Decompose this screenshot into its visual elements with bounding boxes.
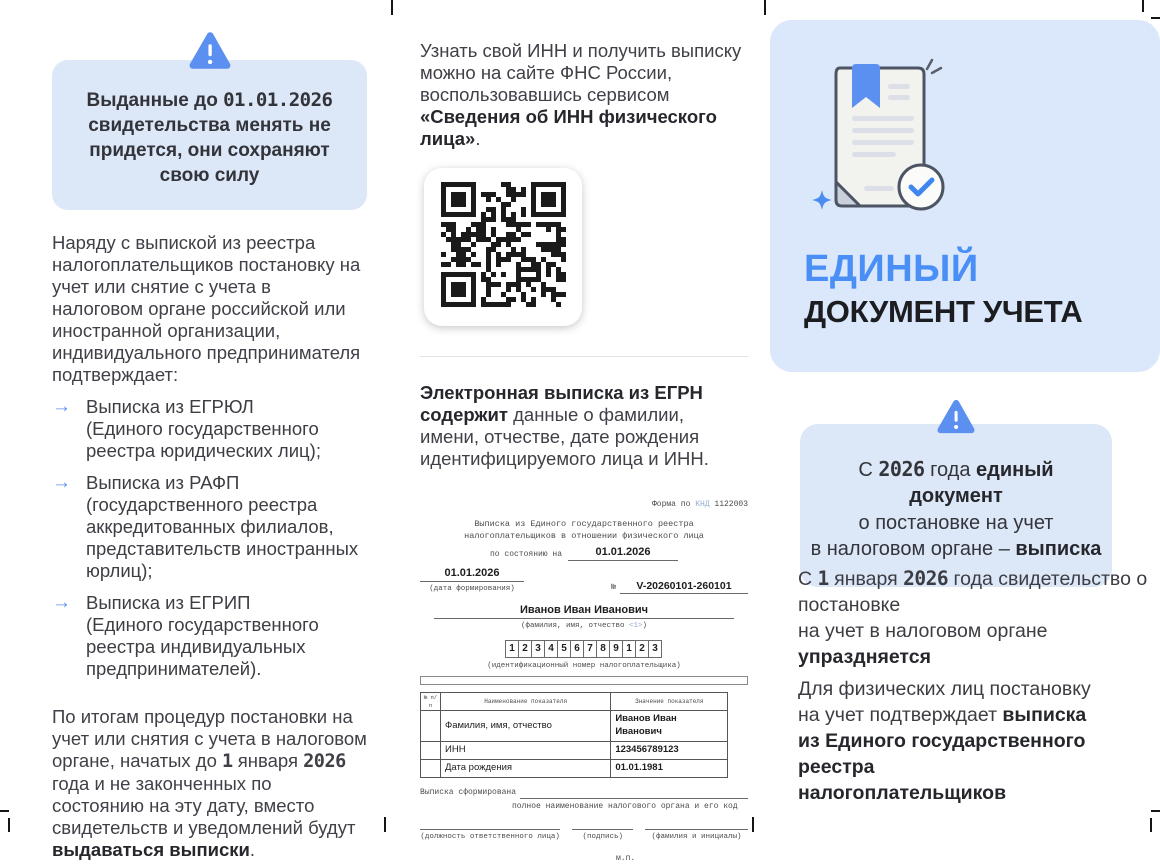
- indicator-name-cell: Дата рождения: [441, 759, 611, 777]
- section-divider: [420, 356, 748, 357]
- warning-triangle-icon: [187, 30, 233, 72]
- outro-text: года и не законченных по состоянию на эту дату, вместо свидетельств и уведомлений будут: [52, 773, 356, 839]
- qr-code: [424, 168, 582, 326]
- list-item: [52, 472, 367, 582]
- warning-date: 01.01.2026: [223, 89, 333, 111]
- inn-digit-cell: 7: [583, 640, 597, 658]
- fold-mark: [764, 0, 766, 15]
- corner-mark: [1151, 17, 1160, 19]
- asof-label: по состоянию на: [489, 550, 562, 560]
- name-caption-text: ): [642, 622, 648, 631]
- warning-bold-text: выписка: [1015, 538, 1102, 561]
- form-empty-strip: [420, 676, 748, 685]
- left-warning-box: [52, 60, 367, 210]
- left-intro-paragraph: Наряду с выпиской из реестра налогоплательщиков постановку на учет или снятие с учета в налоговом органе российской или иностранной организации, индивидуального предпринимателя подтверждает:: [52, 232, 361, 386]
- formed-caption: полное наименование налогового органа и его код: [512, 801, 738, 811]
- form-table-header-row: [421, 693, 728, 711]
- extract-form-sample: [420, 500, 748, 865]
- name-value: Иванов Иван Иванович: [434, 603, 734, 619]
- service-name: «Сведения об ИНН физического лица»: [420, 106, 717, 149]
- sign-caption-signature: (подпись): [572, 829, 633, 842]
- paragraph-text: января: [828, 568, 904, 590]
- sign-caption-name: (фамилия и инициалы): [645, 829, 748, 842]
- indicator-value-cell: Иванов Иван Иванович: [611, 711, 728, 742]
- cover-panel: [770, 20, 1160, 372]
- arrow-icon: →: [52, 396, 71, 418]
- qr-pattern: [441, 182, 566, 312]
- inn-digit-cell: 1: [622, 640, 636, 658]
- outro-text: По итогам процедур постановки на учет или снятия с учета в налоговом органе, начатых до: [52, 706, 367, 772]
- list-item-title: Выписка из ЕГРИП: [86, 592, 251, 614]
- outro-text: января: [232, 750, 304, 772]
- number-value: V-20260101-260101: [620, 579, 748, 594]
- column-header: Наименование показателя: [441, 693, 611, 711]
- warning-line: [810, 510, 1102, 536]
- date-caption: (дата формирования): [429, 585, 515, 594]
- indicator-value-cell: 01.01.1981: [611, 759, 728, 777]
- form-title: [420, 518, 748, 543]
- asof-value: 01.01.2026: [568, 545, 678, 561]
- fold-mark: [752, 817, 754, 832]
- paragraph-number: 2026: [903, 567, 949, 590]
- egrn-bold-text: Электронная выписка из ЕГРН содержит: [420, 382, 703, 425]
- form-title-line2: налогоплательщиков в отношении физического лица: [464, 531, 704, 542]
- inn-digit-cell: 4: [544, 640, 558, 658]
- warning-triangle-icon: [935, 398, 977, 436]
- corner-mark: [8, 818, 10, 832]
- warning-text: о постановке на учет: [858, 511, 1054, 534]
- right-paragraph-individuals: [798, 676, 1154, 806]
- warning-text: в налоговом органе –: [810, 538, 1016, 561]
- column-header: Значение показателя: [611, 693, 728, 711]
- paragraph-number: 1: [817, 567, 829, 590]
- right-warning-box: [800, 424, 1112, 587]
- paragraph-text: на учет подтверждает: [798, 704, 1003, 726]
- column-header: № п/п: [421, 693, 441, 711]
- outro-bold-text: выдаваться выписки: [52, 839, 250, 861]
- warning-number: 2026: [878, 457, 925, 481]
- right-paragraph-abolished: [798, 566, 1154, 670]
- inn-digit-cell: 9: [609, 640, 623, 658]
- corner-mark: [1151, 810, 1160, 812]
- form-asof: [420, 545, 748, 561]
- number-label: №: [611, 583, 616, 593]
- name-caption-ref: <1>: [629, 622, 643, 631]
- corner-mark: [1150, 818, 1152, 832]
- left-warning-block: [52, 30, 367, 210]
- knd-code: 1122003: [709, 500, 748, 509]
- inn-digit-cell: 2: [635, 640, 649, 658]
- row-number-cell: [421, 759, 441, 777]
- list-item-text: [86, 592, 367, 680]
- formed-label: Выписка сформирована: [420, 788, 517, 797]
- list-item: [52, 592, 367, 680]
- row-number-cell: [421, 711, 441, 742]
- list-item-text: [86, 472, 367, 582]
- inn-digit-cell: 5: [557, 640, 571, 658]
- inn-service-paragraph: [420, 40, 748, 150]
- form-date-number-row: [420, 566, 748, 594]
- intro-text: .: [475, 128, 481, 149]
- list-item-title: Выписка из РАФП: [86, 472, 240, 494]
- list-item-detail: (Единого государственного реестра индивидуальных предпринимателей).: [86, 614, 319, 680]
- paragraph-text: С: [798, 568, 818, 590]
- list-item-text: [86, 396, 367, 462]
- cover-title-black: ДОКУМЕНТ УЧЕТА: [804, 294, 1083, 329]
- document-check-icon: [808, 54, 958, 222]
- inn-digit-boxes: [420, 640, 748, 658]
- date-value: 01.01.2026: [420, 566, 524, 582]
- egrn-paragraph: [420, 382, 748, 470]
- inn-digit-cell: 1: [505, 640, 519, 658]
- name-caption-text: (фамилия, имя, отчество: [520, 622, 629, 631]
- inn-digit-cell: 8: [596, 640, 610, 658]
- paragraph-line: Для физических лиц постановку: [798, 678, 1091, 700]
- form-formed-line: [420, 788, 748, 799]
- paragraph-bold-line: упраздняется: [798, 646, 931, 668]
- form-table: [420, 692, 728, 777]
- table-row: [421, 741, 728, 759]
- inn-digit-cell: 2: [518, 640, 532, 658]
- table-row: [421, 711, 728, 742]
- form-knd-line: [420, 500, 748, 511]
- form-name-field: [420, 603, 748, 631]
- form-date-field: [420, 566, 524, 594]
- paragraph-bold-text: выписка: [1002, 704, 1087, 726]
- paragraph-line: на учет в налоговом органе: [798, 620, 1048, 642]
- middle-column: [420, 40, 748, 865]
- knd-text: Форма по: [651, 500, 696, 509]
- paragraph-bold-line: налогоплательщиков: [798, 782, 1007, 804]
- paragraph-text: года свидетельство о: [948, 568, 1148, 590]
- intro-text: Узнать свой ИНН и получить выписку можно на сайте ФНС России, воспользовавшись сервисом: [420, 40, 742, 105]
- arrow-icon: →: [52, 472, 71, 494]
- left-outro-paragraph: [52, 706, 367, 861]
- warning-line: [810, 536, 1102, 562]
- list-item: [52, 396, 367, 462]
- form-title-line1: Выписка из Единого государственного реестра: [474, 518, 694, 529]
- warning-text: С: [858, 459, 879, 481]
- fold-mark: [391, 0, 393, 15]
- warning-text: Выданные до: [86, 90, 224, 111]
- inn-caption: (идентификационный номер налогоплательщика): [487, 662, 681, 671]
- outro-number: 2026: [303, 751, 346, 773]
- outro-text: .: [249, 839, 256, 861]
- signature-row: [420, 829, 748, 842]
- indicator-name-cell: Фамилия, имя, отчество: [441, 711, 611, 742]
- inn-digit-cell: 6: [570, 640, 584, 658]
- sign-caption-position: (должность ответственного лица): [420, 829, 560, 842]
- list-item-title: Выписка из ЕГРЮЛ: [86, 396, 254, 418]
- warning-text: года: [924, 459, 977, 481]
- warning-bold-text: единый документ: [909, 459, 1054, 508]
- corner-mark: [1142, 0, 1144, 12]
- paragraph-bold-line: из Единого государственного реестра: [798, 730, 1086, 778]
- warning-line: [810, 456, 1102, 510]
- row-number-cell: [421, 741, 441, 759]
- register-list: [52, 396, 367, 680]
- knd-label: КНД: [695, 500, 710, 509]
- paragraph-line: постановке: [798, 594, 901, 616]
- stamp-placeholder: м.п.: [616, 853, 636, 863]
- inn-digit-cell: 3: [648, 640, 662, 658]
- fold-mark: [384, 817, 386, 832]
- corner-mark: [0, 810, 9, 812]
- list-item-detail: (государственного реестра аккредитованных филиалов, представительств иностранных юрлиц);: [86, 494, 359, 582]
- fill-in-line: [520, 788, 748, 799]
- arrow-icon: →: [52, 592, 71, 614]
- list-item-detail: (Единого государственного реестра юридических лиц);: [86, 418, 321, 462]
- indicator-name-cell: ИНН: [441, 741, 611, 759]
- paragraph-line: [798, 566, 1154, 592]
- form-number-field: [611, 579, 748, 594]
- warning-text: свидетельства менять не придется, они сохраняют свою силу: [88, 115, 331, 187]
- cover-title-blue: ЕДИНЫЙ: [804, 248, 979, 290]
- egrn-text: данные о фамилии, имени, отчестве, дате рождения идентифицируемого лица и ИНН.: [420, 404, 709, 469]
- indicator-value-cell: 123456789123: [611, 741, 728, 759]
- name-caption: [420, 621, 748, 631]
- table-row: [421, 759, 728, 777]
- left-column: [52, 30, 367, 861]
- inn-digit-cell: 3: [531, 640, 545, 658]
- outro-number: 1: [222, 751, 233, 773]
- paragraph-line: [798, 702, 1154, 728]
